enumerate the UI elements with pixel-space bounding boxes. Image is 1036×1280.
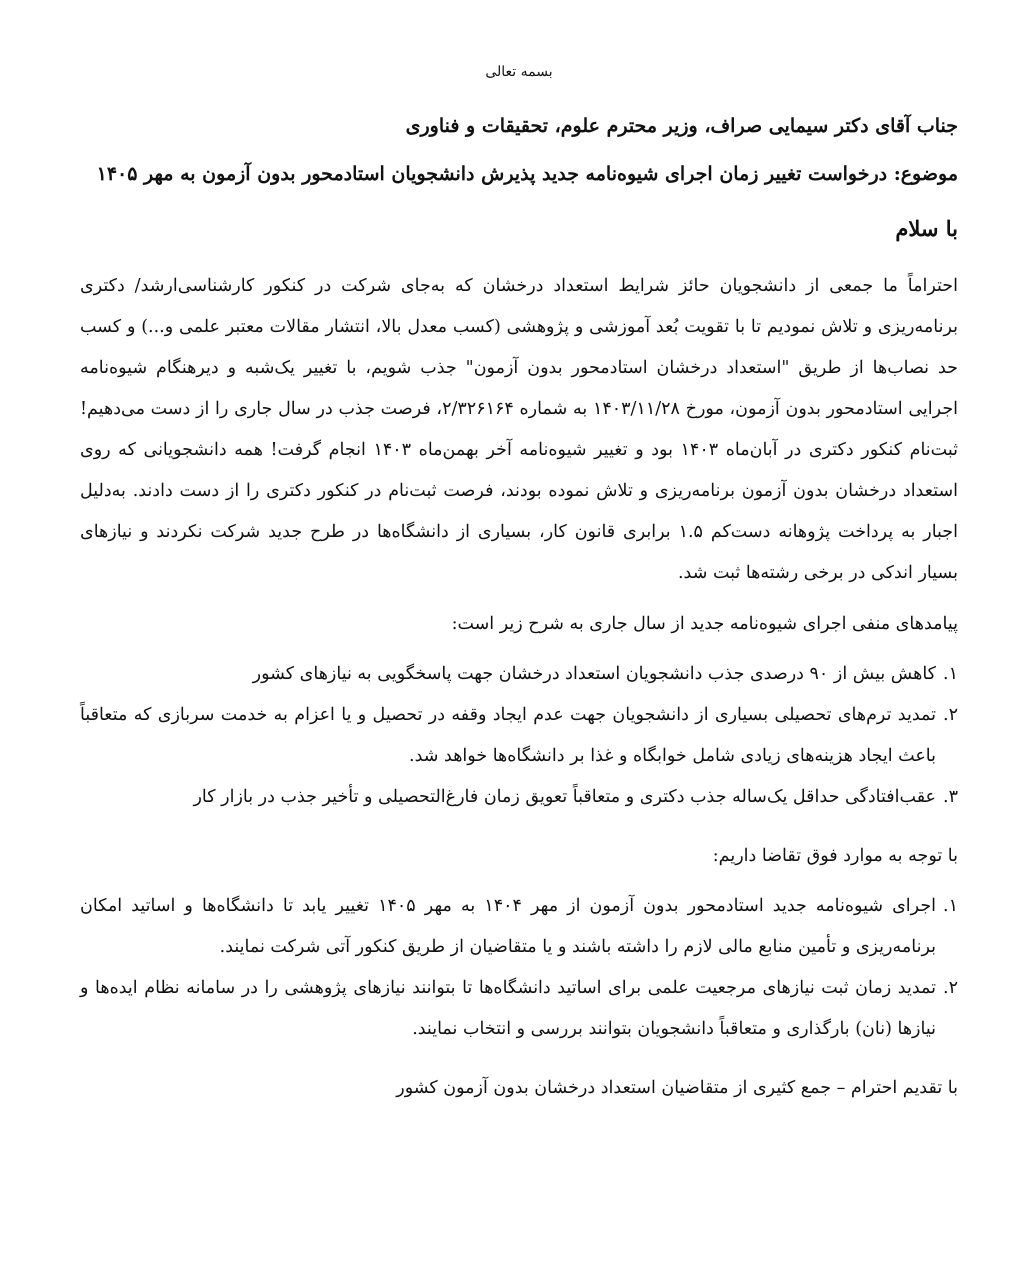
invocation-heading: بسمه تعالی — [485, 64, 553, 80]
list-item-text: عقب‌افتادگی حداقل یک‌ساله جذب دکتری و متعاقباً تعویق زمان فارغ‌التحصیلی و تأخیر جذب در بازار کار — [193, 787, 936, 807]
list-item-text: تمدید ترم‌های تحصیلی بسیاری از دانشجویان جهت عدم ایجاد وقفه در تحصیل و یا اعزام به خدمت سربازی که متعاقباً باعث ایجاد هزینه‌های زیادی شامل خوابگاه و غذا بر دانشگاه‌ها خواهد شد. — [80, 705, 936, 766]
list-item-number: ۳. — [943, 787, 958, 807]
list-item — [80, 886, 958, 968]
list-item-number: ۲. — [943, 705, 958, 725]
list-item-text: تمدید زمان ثبت نیازهای مرجعیت علمی برای اساتید دانشگاه‌ها تا بتوانند نیازهای پژوهشی را در سامانه نظام ایده‌ها و نیازها (نان) بارگذاری و متعاقباً دانشجویان بتوانند بررسی و انتخاب نمایند. — [80, 978, 936, 1039]
letter-body — [80, 58, 958, 1108]
list-item-number: ۱. — [943, 664, 958, 684]
list-item-number: ۲. — [943, 978, 958, 998]
addressee-line: جناب آقای دکتر سیمایی صراف، وزیر محترم علوم، تحقیقات و فناوری — [405, 115, 958, 137]
list-item-number: ۱. — [943, 896, 958, 916]
list-item — [80, 654, 958, 695]
consequences-intro: پیامدهای منفی اجرای شیوه‌نامه جدید از سال جاری به شرح زیر است: — [451, 614, 958, 634]
greeting: با سلام — [895, 216, 958, 241]
consequences-list — [80, 654, 958, 818]
requests-intro: با توجه به موارد فوق تقاضا داریم: — [712, 846, 958, 866]
list-item-text: کاهش بیش از ۹۰ درصدی جذب دانشجویان استعداد درخشان جهت پاسخگویی به نیازهای کشور — [252, 664, 936, 684]
list-item — [80, 695, 958, 777]
subject-line: موضوع: درخواست تغییر زمان اجرای شیوه‌نامه جدید پذیرش دانشجویان استادمحور بدون آزمون به مهر ۱۴۰۵ — [96, 163, 958, 185]
signoff-line: با تقدیم احترام – جمع کثیری از متقاضیان استعداد درخشان بدون آزمون کشور — [396, 1078, 958, 1098]
list-item-text: اجرای شیوه‌نامه جدید استادمحور بدون آزمون از مهر ۱۴۰۴ به مهر ۱۴۰۵ تغییر یابد تا دانشگاه‌ها و اساتید امکان برنامه‌ریزی و تأمین منابع مالی لازم را داشته باشند و یا متقاضیان از طریق کنکور آتی شرکت نمایند. — [80, 896, 936, 957]
list-item — [80, 968, 958, 1050]
list-item — [80, 777, 958, 818]
body-paragraph: احتراماً ما جمعی از دانشجویان حائز شرایط استعداد درخشان که به‌جای شرکت در کنکور کارشناسی‌ارشد/ دکتری برنامه‌ریزی و تلاش نمودیم تا با تقویت بُعد آموزشی و پژوهشی (کسب معدل بالا، انتشار مقالات معتبر علمی و...) و کسب حد نصاب‌ها از طریق "استعداد درخشان استادمحور بدون آزمون" جذب شویم، با تغییر یک‌شبه و دیرهنگام شیوه‌نامه اجرایی استادمحور بدون آزمون، مورخ ۱۴۰۳/۱۱/۲۸ به شماره ۲/۳۲۶۱۶۴، فرصت جذب در سال جاری را از دست می‌دهیم! ثبت‌نام کنکور دکتری در آبان‌ماه ۱۴۰۳ بود و تغییر شیوه‌نامه آخر بهمن‌ماه ۱۴۰۳ انجام گرفت! همه دانشجویانی که روی استعداد درخشان بدون آزمون برنامه‌ریزی و تلاش نموده بودند، فرصت ثبت‌نام در کنکور دکتری را از دست دادند. به‌دلیل اجبار به پرداخت پژوهانه دست‌کم ۱.۵ برابری قانون کار، بسیاری از دانشگاه‌ها در طرح جدید شرکت نکردند و نیازهای بسیار اندکی در برخی رشته‌ها ثبت شد. — [80, 276, 959, 583]
requests-list — [80, 886, 958, 1050]
